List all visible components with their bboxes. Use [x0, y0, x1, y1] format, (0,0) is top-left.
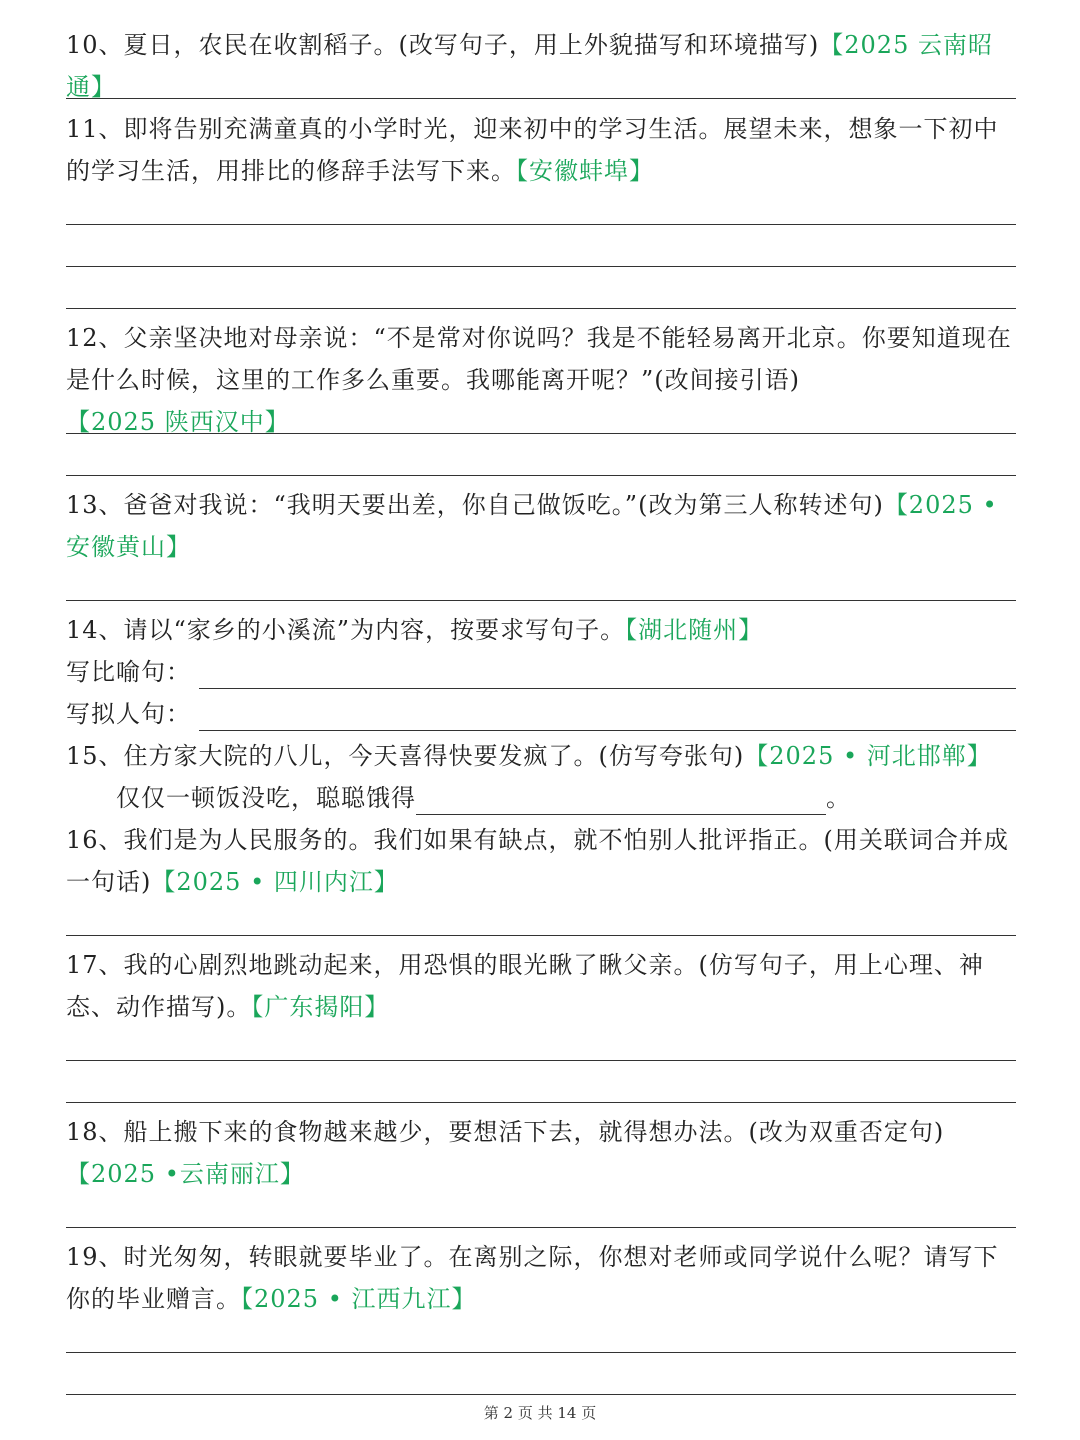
- answer-line[interactable]: [66, 266, 1016, 267]
- personification-row: [66, 693, 1016, 735]
- answer-line[interactable]: [66, 1060, 1016, 1061]
- answer-line[interactable]: [66, 935, 1016, 936]
- source-tag: 【2025 • 河北邯郸】: [744, 742, 992, 770]
- answer-line[interactable]: [66, 98, 1016, 99]
- source-tag: 【2025 • 安徽黄山】: [66, 491, 998, 561]
- page-footer: 第 2 页 共 14 页: [483, 1404, 597, 1422]
- question-15: 15、住方家大院的八儿，今天喜得快要发疯了。(仿写夸张句)【2025 • 河北邯郸】: [66, 742, 992, 770]
- fill-row: [116, 777, 851, 819]
- question-12: 12、父亲坚决地对母亲说：“不是常对你说吗？我是不能轻易离开北京。你要知道现在是什么时候，这里的工作多么重要。我哪能离开呢？”(改间接引语)【2025 陕西汉中】: [66, 324, 1012, 436]
- source-tag: 【安徽蚌埠】: [516, 157, 654, 185]
- source-tag: 【2025 云南昭通】: [66, 31, 993, 101]
- answer-line[interactable]: [66, 600, 1016, 601]
- question-17: 17、我的心剧烈地跳动起来，用恐惧的眼光瞅了瞅父亲。(仿写句子，用上心理、神态、动作描写)。【广东揭阳】: [66, 951, 984, 1021]
- personification-answer-line[interactable]: [199, 729, 1016, 731]
- question-19: 19、时光匆匆，转眼就要毕业了。在离别之际，你想对老师或同学说什么呢？请写下你的毕业赠言。【2025 • 江西九江】: [66, 1243, 999, 1313]
- question-10: 10、夏日，农民在收割稻子。(改写句子，用上外貌描写和环境描写)【2025 云南昭通】: [66, 31, 993, 101]
- answer-line[interactable]: [66, 308, 1016, 309]
- simile-label: 写比喻句：: [66, 658, 191, 686]
- answer-line[interactable]: [66, 1102, 1016, 1103]
- source-tag: 【2025 • 四川内江】: [151, 868, 399, 896]
- simile-row: [66, 651, 1016, 693]
- source-tag: 【广东揭阳】: [251, 993, 390, 1021]
- question-11: 11、即将告别充满童真的小学时光，迎来初中的学习生活。展望未来，想象一下初中的学习生活，用排比的修辞手法写下来。【安徽蚌埠】: [66, 115, 999, 185]
- fill-blank-line[interactable]: [416, 813, 826, 815]
- source-tag: 【2025 •云南丽江】: [66, 1160, 305, 1188]
- answer-line[interactable]: [66, 224, 1016, 225]
- answer-line[interactable]: [66, 1227, 1016, 1228]
- source-tag: 【2025 • 江西九江】: [241, 1285, 477, 1313]
- source-tag: 【湖北随州】: [625, 616, 764, 644]
- simile-answer-line[interactable]: [199, 687, 1016, 689]
- fill-prefix: 仅仅一顿饭没吃，聪聪饿得: [116, 784, 416, 812]
- fill-suffix: 。: [826, 784, 851, 812]
- answer-line[interactable]: [66, 433, 1016, 434]
- question-18: 18、船上搬下来的食物越来越少，要想活下去，就得想办法。(改为双重否定句)【2025 •云南丽江】: [66, 1118, 945, 1188]
- question-13: 13、爸爸对我说：“我明天要出差，你自己做饭吃。”(改为第三人称转述句)【2025 • 安徽黄山】: [66, 491, 998, 561]
- answer-line[interactable]: [66, 1394, 1016, 1395]
- question-14: 14、请以“家乡的小溪流”为内容，按要求写句子。【湖北随州】: [66, 616, 764, 644]
- answer-line[interactable]: [66, 475, 1016, 476]
- personification-label: 写拟人句：: [66, 700, 191, 728]
- question-16: 16、我们是为人民服务的。我们如果有缺点，就不怕别人批评指正。(用关联词合并成一句话)【2025 • 四川内江】: [66, 826, 1009, 896]
- source-tag: 【2025 陕西汉中】: [66, 408, 290, 436]
- answer-line[interactable]: [66, 1352, 1016, 1353]
